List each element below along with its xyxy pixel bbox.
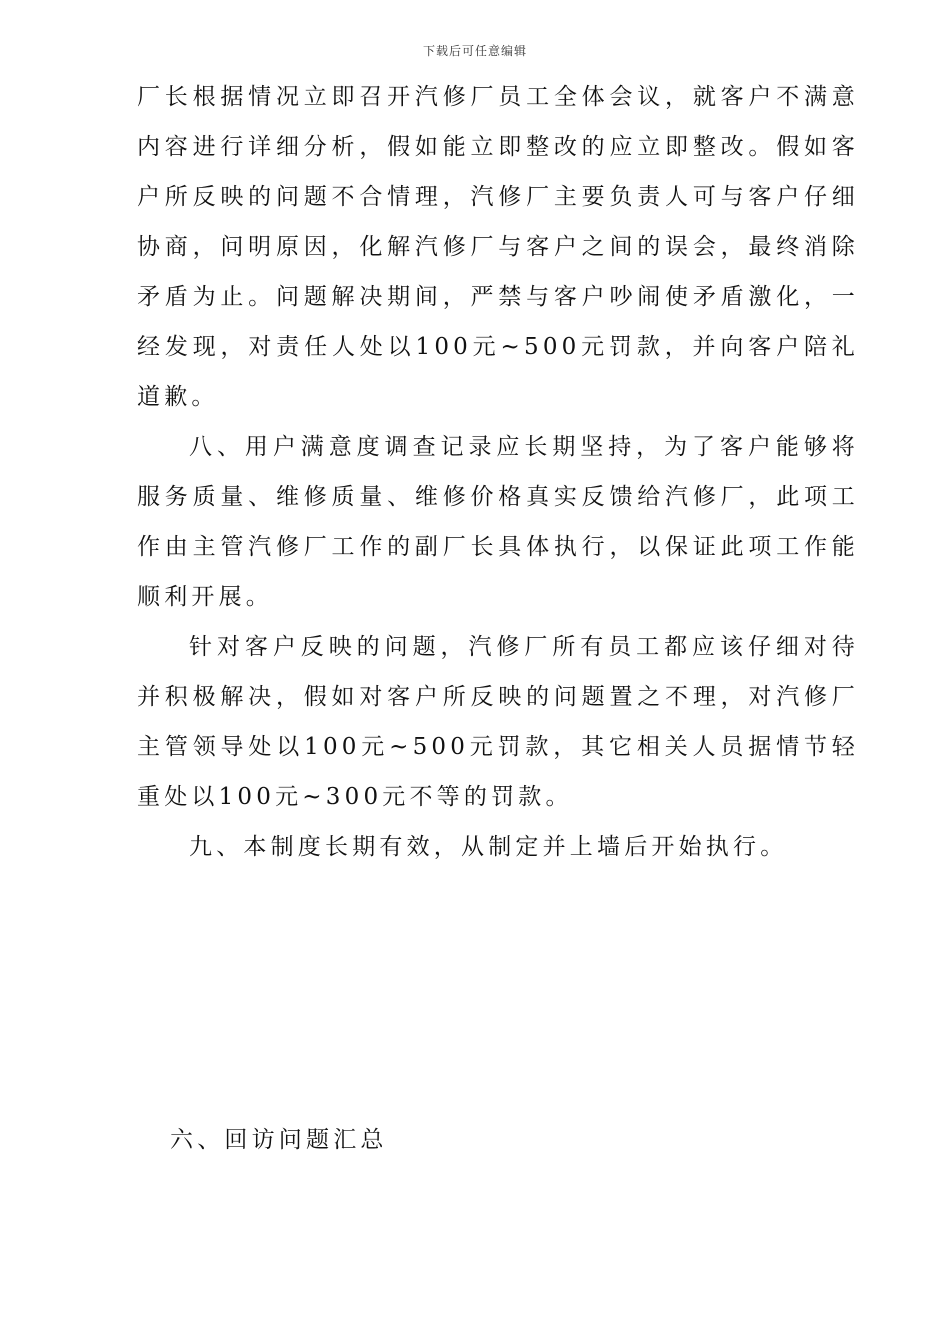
paragraph-item-eight: 八、用户满意度调查记录应长期坚持，为了客户能够将服务质量、维修质量、维修价格真实反馈给汽修厂，此项工作由主管汽修厂工作的副厂长具体执行，以保证此项工作能顺利开展。 [137, 434, 859, 610]
page-header: 下载后可任意编辑 [422, 44, 527, 58]
document-body [137, 72, 859, 872]
section-heading-revisit-summary: 六、回访问题汇总 [170, 1127, 388, 1153]
paragraph-complaint-handling: 厂长根据情况立即召开汽修厂员工全体会议，就客户不满意内容进行详细分析，假如能立即整改的应立即整改。假如客户所反映的问题不合情理，汽修厂主要负责人可与客户仔细协商，问明原因，化解汽修厂与客户之间的误会，最终消除矛盾为止。问题解决期间，严禁与客户吵闹使矛盾激化，一经发现，对责任人处以100元~500元罚款，并向客户陪礼道歉。 [137, 84, 859, 410]
paragraph-item-nine: 九、本制度长期有效，从制定并上墙后开始执行。 [189, 834, 788, 860]
paragraph-customer-issues: 针对客户反映的问题，汽修厂所有员工都应该仔细对待并积极解决，假如对客户所反映的问题置之不理，对汽修厂主管领导处以100元~500元罚款，其它相关人员据情节轻重处以100元~300元不等的罚款。 [137, 634, 859, 810]
